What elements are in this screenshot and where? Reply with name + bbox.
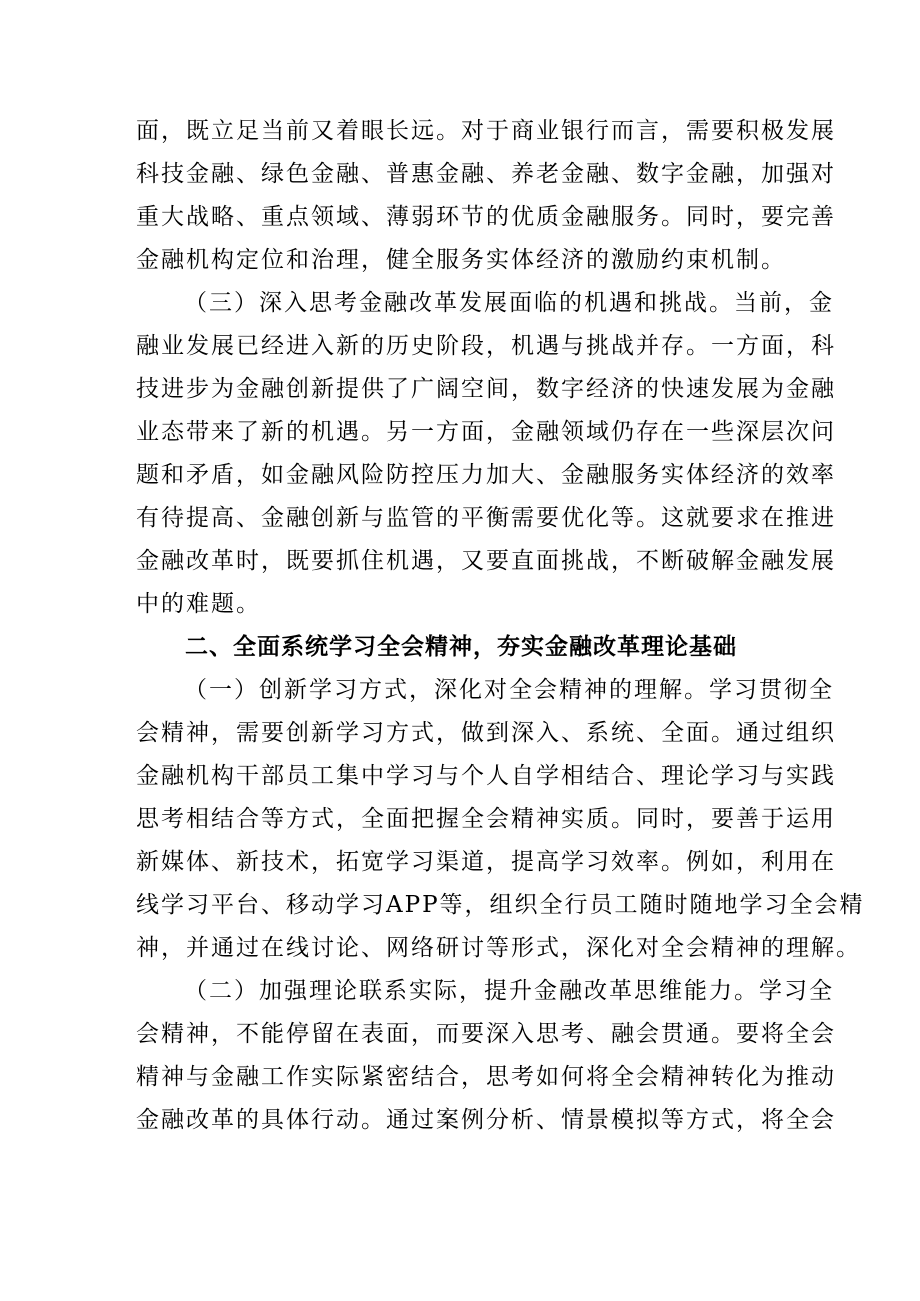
text-line: 技进步为金融创新提供了广阔空间，数字经济的快速发展为金融 [136, 376, 836, 402]
paragraph-subsection-2 [136, 970, 836, 1142]
text-line: 精神与金融工作实际紧密结合，思考如何将全会精神转化为推动 [136, 1064, 836, 1090]
text-line: 会精神，不能停留在表面，而要深入思考、融会贯通。要将全会 [136, 1021, 836, 1047]
section-heading: 二、全面系统学习全会精神，夯实金融改革理论基础 [185, 634, 737, 660]
document-body [136, 110, 865, 1142]
text-line: 新媒体、新技术，拓宽学习渠道，提高学习效率。例如，利用在 [136, 849, 836, 875]
text-line: （一）创新学习方式，深化对全会精神的理解。学习贯彻全 [184, 677, 834, 703]
text-line: 科技金融、绿色金融、普惠金融、养老金融、数字金融，加强对 [136, 161, 836, 187]
text-line: （二）加强理论联系实际，提升金融改革思维能力。学习全 [184, 978, 834, 1004]
text-line: 重大战略、重点领域、薄弱环节的优质金融服务。同时，要完善 [136, 204, 836, 230]
text-line: 业态带来了新的机遇。另一方面，金融领域仍存在一些深层次问 [136, 419, 836, 445]
paragraph-section-3 [136, 282, 836, 626]
paragraph-continuation [136, 110, 836, 282]
text-line: 思考相结合等方式，全面把握全会精神实质。同时，要善于运用 [136, 806, 836, 832]
text-line: 中的难题。 [136, 591, 261, 617]
text-line: 金融机构定位和治理，健全服务实体经济的激励约束机制。 [136, 247, 786, 273]
text-line: 金融改革时，既要抓住机遇，又要直面挑战，不断破解金融发展 [136, 548, 836, 574]
text-line: （三）深入思考金融改革发展面临的机遇和挑战。当前，金 [184, 290, 834, 316]
text-line: 金融机构干部员工集中学习与个人自学相结合、理论学习与实践 [136, 763, 836, 789]
text-line: 面，既立足当前又着眼长远。对于商业银行而言，需要积极发展 [136, 118, 836, 144]
paragraph-subsection-1 [136, 669, 865, 970]
text-line: 有待提高、金融创新与监管的平衡需要优化等。这就要求在推进 [136, 505, 836, 531]
text-line: 题和矛盾，如金融风险防控压力加大、金融服务实体经济的效率 [136, 462, 836, 488]
text-line: 会精神，需要创新学习方式，做到深入、系统、全面。通过组织 [136, 720, 836, 746]
text-line: 融业发展已经进入新的历史阶段，机遇与挑战并存。一方面，科 [136, 333, 836, 359]
text-line: 线学习平台、移动学习APP等，组织全行员工随时随地学习全会精 [136, 892, 865, 918]
text-line: 金融改革的具体行动。通过案例分析、情景模拟等方式，将全会 [136, 1107, 836, 1133]
text-line: 神，并通过在线讨论、网络研讨等形式，深化对全会精神的理解。 [136, 935, 861, 961]
